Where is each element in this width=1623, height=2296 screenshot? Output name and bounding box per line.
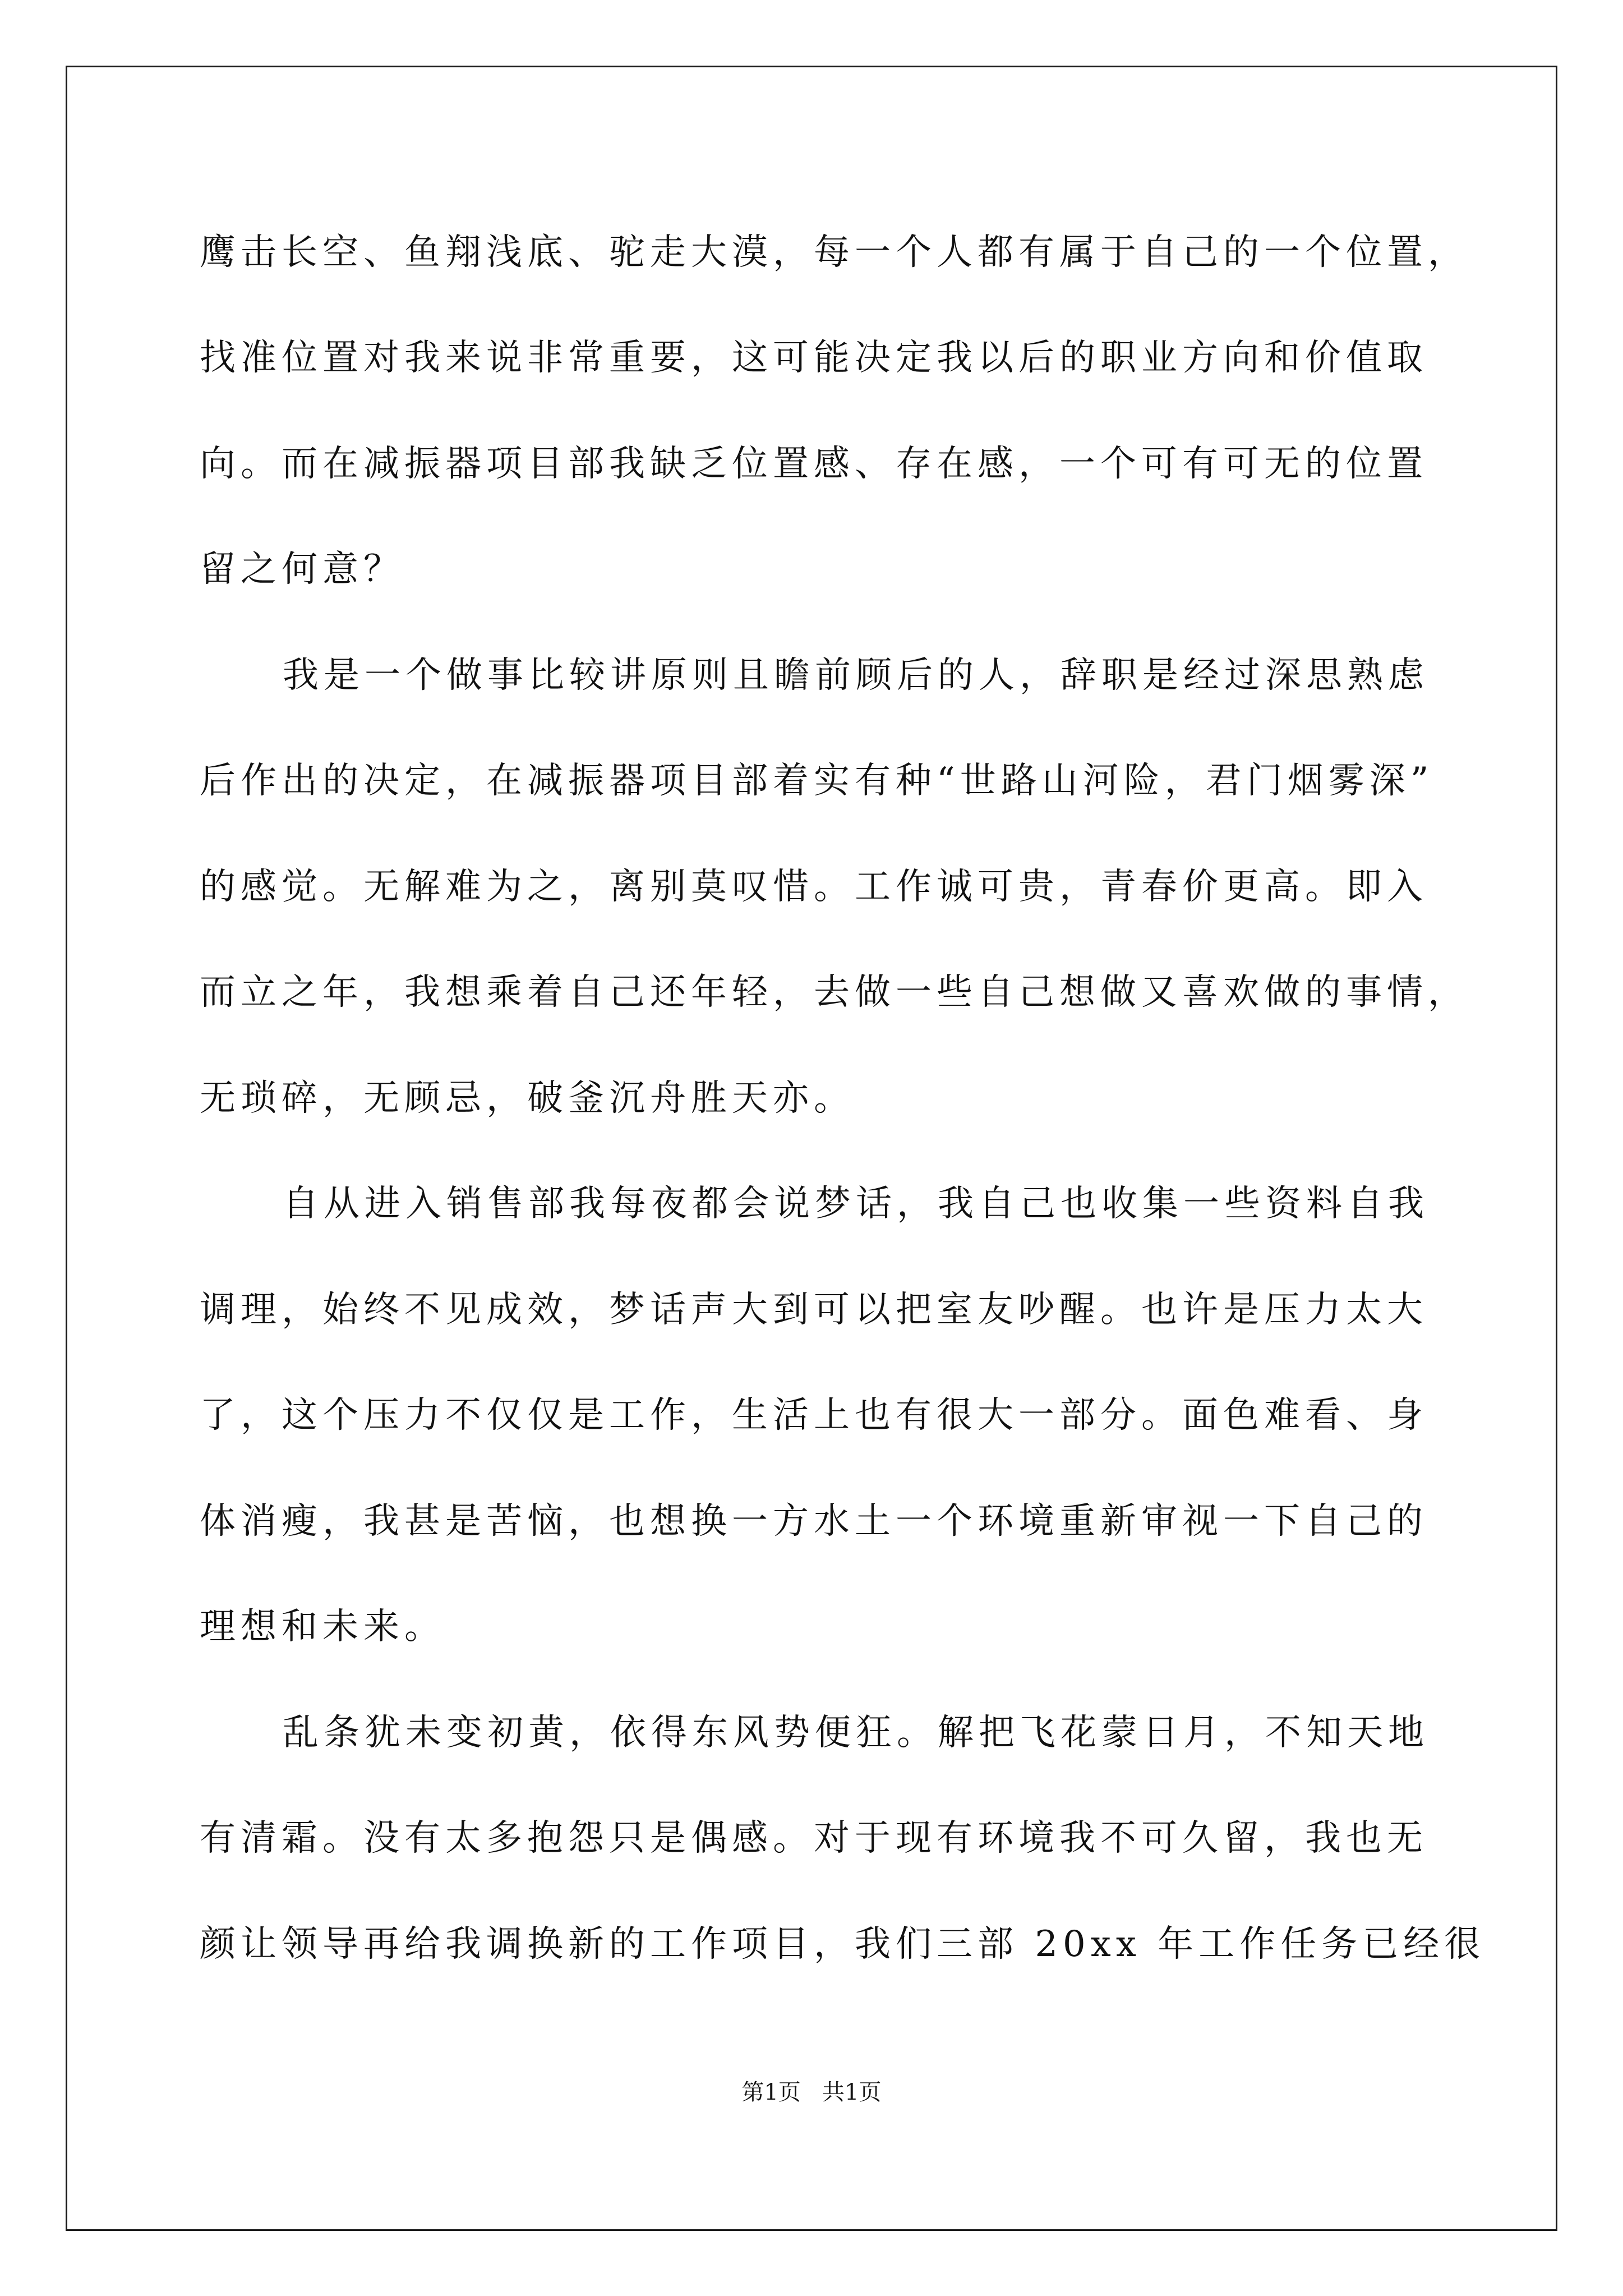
text-line: 后作出的决定，在减振器项目部着实有种“世路山河险，君门烟雾深”: [200, 760, 1434, 802]
text-line: 的感觉。无解难为之，离别莫叹惜。工作诚可贵，青春价更高。即入: [200, 866, 1428, 908]
paragraph-first-line: 自从进入销售部我每夜都会说梦话，我自己也收集一些资料自我: [283, 1183, 1429, 1225]
text-line: 理想和未来。: [200, 1606, 445, 1648]
text-line: 了，这个压力不仅仅是工作，生活上也有很大一部分。面色难看、身: [200, 1395, 1428, 1436]
page-border: [66, 66, 1557, 2231]
paragraph-first-line: 我是一个做事比较讲原则且瞻前顾后的人，辞职是经过深思熟虑: [283, 655, 1429, 696]
text-line: 颜让领导再给我调换新的工作项目，我们三部 20xx 年工作任务已经很: [200, 1924, 1486, 1965]
text-line: 向。而在减振器项目部我缺乏位置感、存在感，一个可有可无的位置: [200, 443, 1428, 485]
text-line: 有清霜。没有太多抱怨只是偶感。对于现有环境我不可久留，我也无: [200, 1818, 1428, 1859]
text-line: 无琐碎，无顾忌，破釜沉舟胜天亦。: [200, 1078, 855, 1119]
text-line: 而立之年，我想乘着自己还年轻，去做一些自己想做又喜欢做的事情，: [200, 972, 1469, 1013]
text-line: 鹰击长空、鱼翔浅底、驼走大漠，每一个人都有属于自己的一个位置，: [200, 232, 1469, 273]
page-number-footer: 第1页 共1页: [741, 2079, 882, 2105]
text-line: 找准位置对我来说非常重要，这可能决定我以后的职业方向和价值取: [200, 337, 1428, 379]
text-line: 体消瘦，我甚是苦恼，也想换一方水土一个环境重新审视一下自己的: [200, 1501, 1428, 1542]
text-line: 调理，始终不见成效，梦话声大到可以把室友吵醒。也许是压力太大: [200, 1289, 1428, 1331]
paragraph-first-line: 乱条犹未变初黄，依得东风势便狂。解把飞花蒙日月，不知天地: [283, 1712, 1429, 1754]
text-line: 留之何意？: [200, 549, 404, 590]
